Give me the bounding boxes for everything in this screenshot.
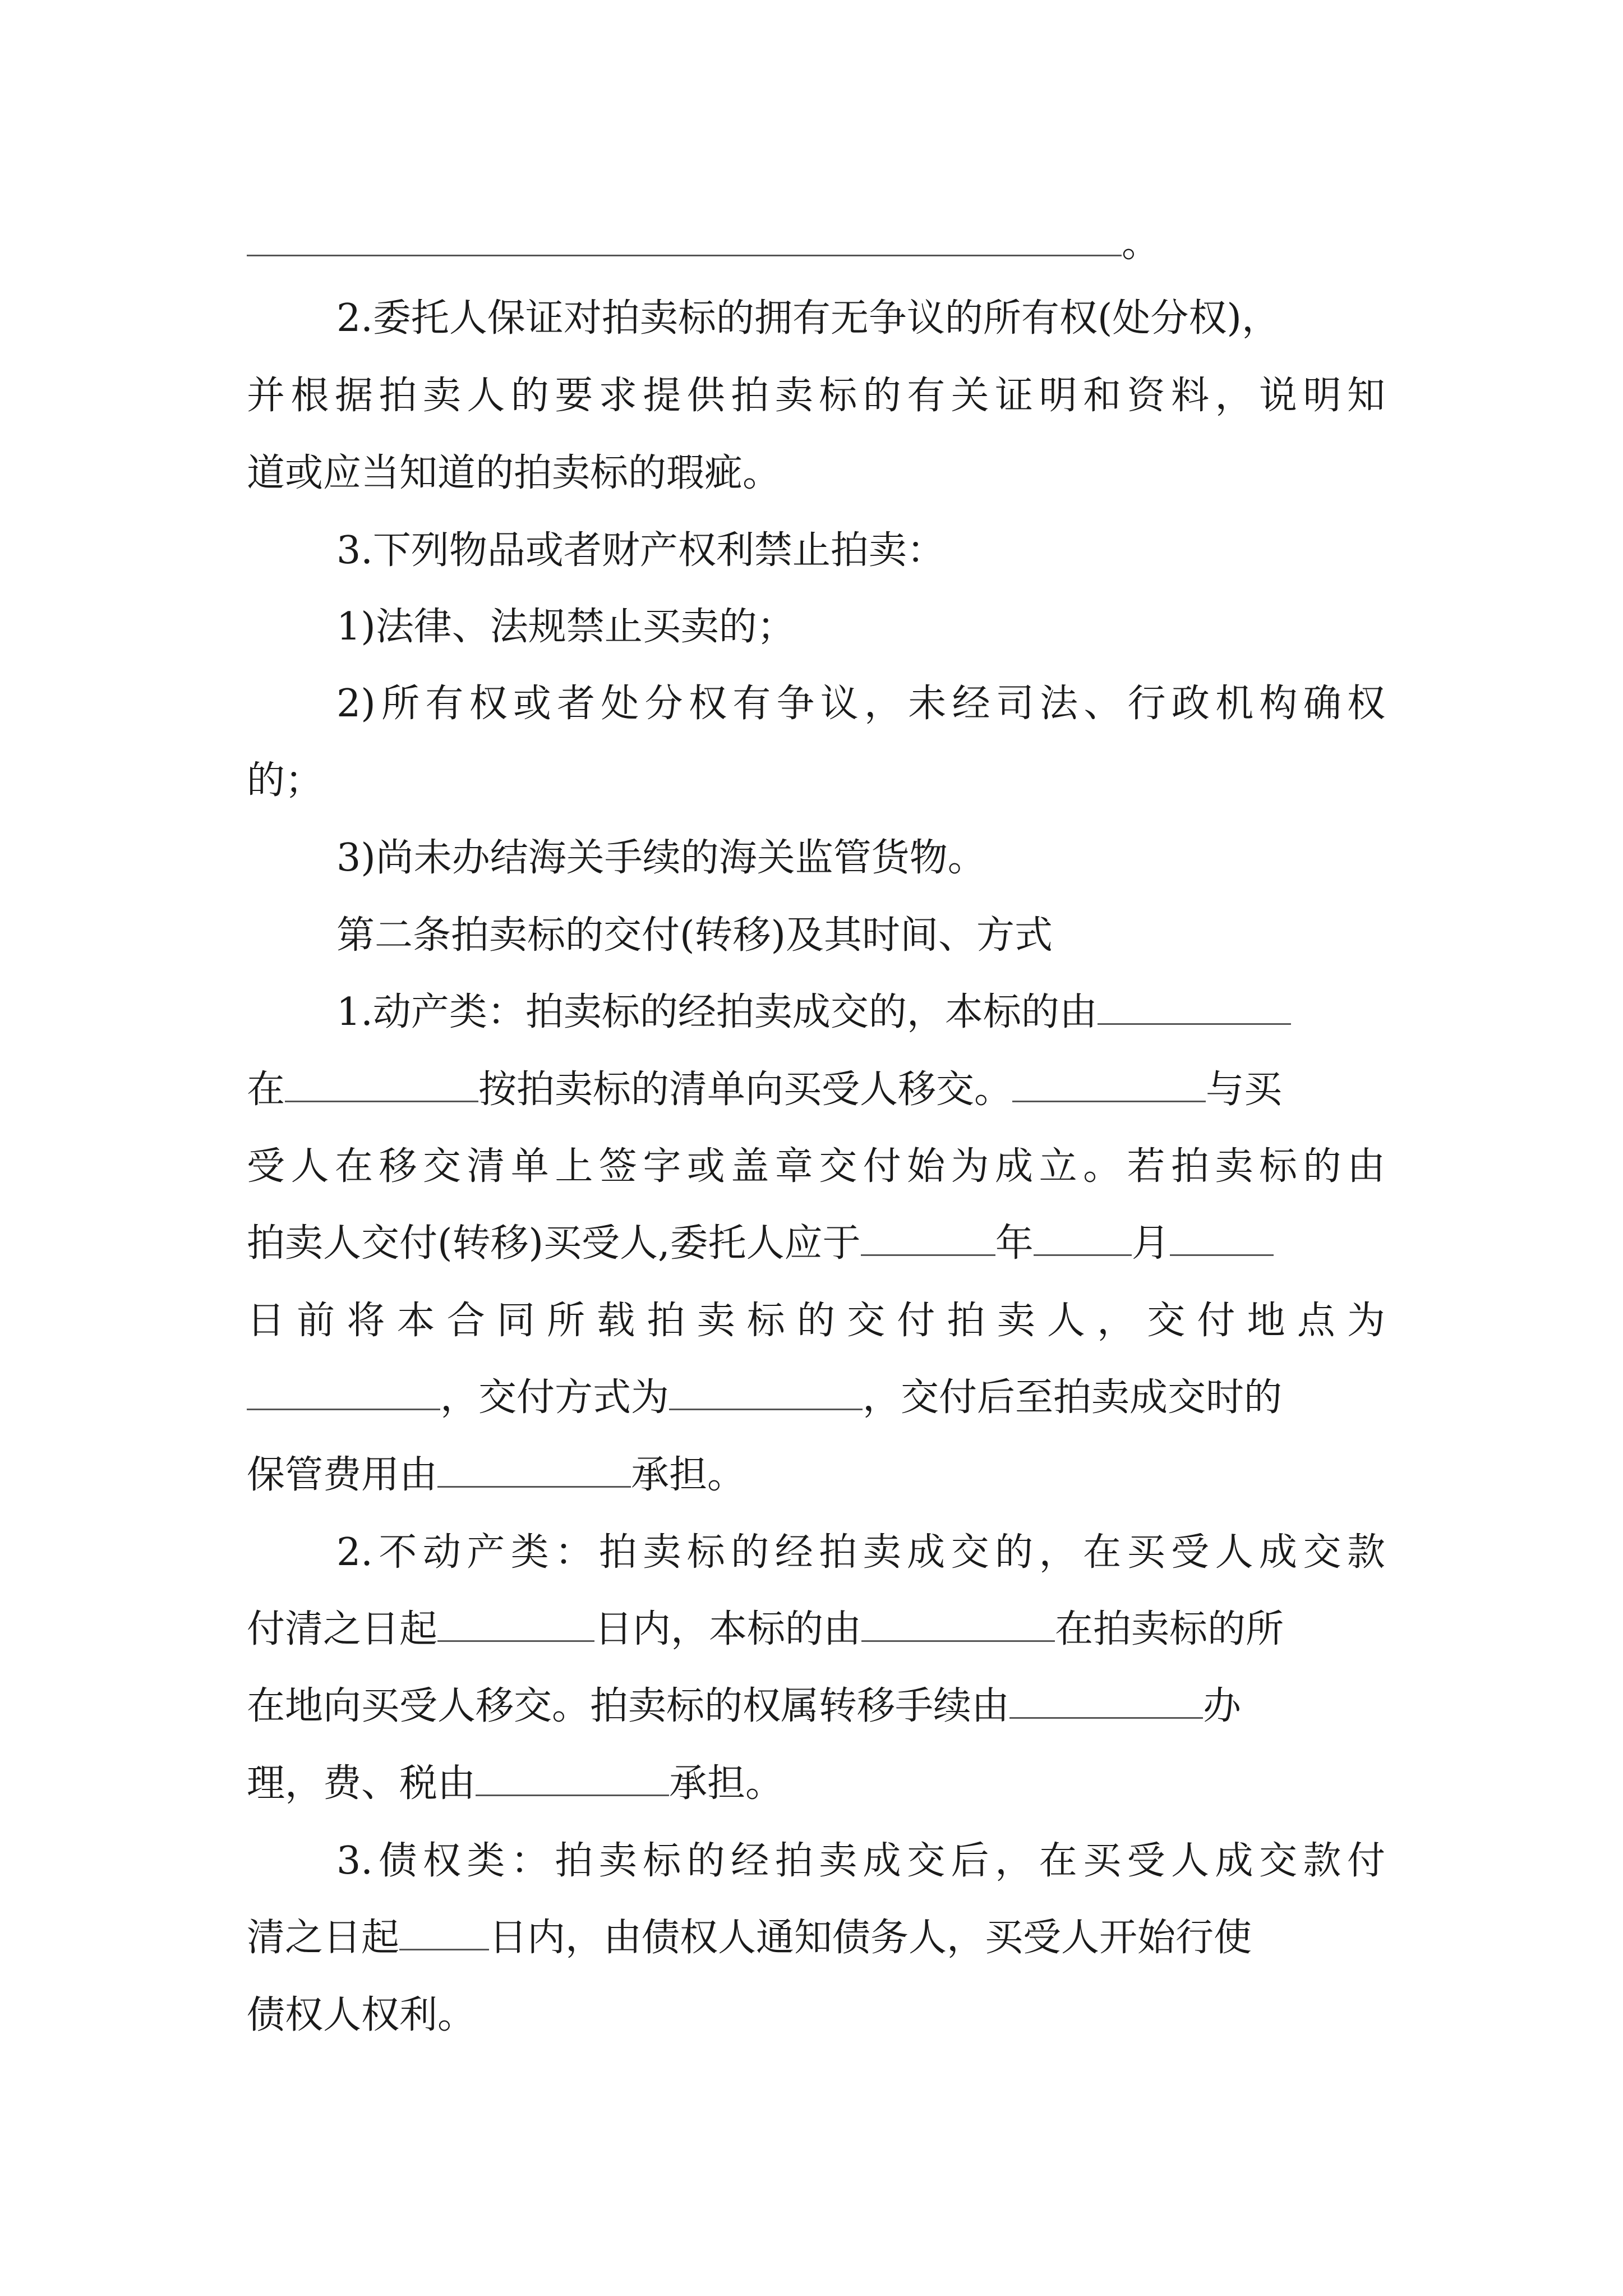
article-2-title: 第二条拍卖标的交付(转移)及其时间、方式 [336,913,1053,958]
fill-in-blank[interactable] [1012,1068,1206,1102]
fill-in-blank[interactable] [399,1916,489,1950]
movable-line-7: 保管费用由 承担。 [247,1453,746,1497]
prohibited-item-1: 1)法律、法规禁止买卖的； [336,605,795,649]
immovable-line-1: 2.不动产类：拍卖标的经拍卖成交的，在买受人成交款 [336,1530,1385,1575]
fill-in-blank[interactable] [247,222,1122,256]
prohibited-item-3: 3)尚未办结海关手续的海关监管货物。 [336,836,986,880]
prohibited-item-2-line-2: 的； [247,758,324,803]
movable-line-3: 受人在移交清单上签字或盖章交付始为成立。若拍卖标的由 [247,1144,1385,1189]
fill-in-blank[interactable] [437,1453,631,1488]
fill-in-blank[interactable] [1170,1222,1274,1256]
clause-2-line-3: 道或应当知道的拍卖标的瑕疵。 [247,451,781,495]
fill-in-blank[interactable] [1009,1685,1203,1719]
movable-line-1: 1.动产类：拍卖标的经拍卖成交的，本标的由 [336,984,1385,1041]
clause-2-line-1: 2.委托人保证对拍卖标的拥有无争议的所有权(处分权)， [336,296,1280,341]
fill-in-blank[interactable] [476,1762,669,1796]
movable-line-4: 拍卖人交付(转移)买受人,委托人应于 年 月 [247,1216,1385,1272]
punctuation: 。 [1122,222,1160,266]
movable-line-2: 在 按拍卖标的清单向买受人移交。 与买 [247,1068,1283,1112]
movable-line-5: 日前将本合同所载拍卖标的交付拍卖人，交付地点为 [247,1299,1385,1343]
fill-in-blank[interactable] [861,1222,995,1256]
immovable-line-2: 付清之日起 日内，本标的由 在拍卖标的所 [247,1607,1284,1651]
fill-in-blank[interactable] [1034,1222,1132,1256]
fill-in-blank[interactable] [669,1376,863,1410]
clause-3: 3.下列物品或者财产权利禁止拍卖： [336,528,945,573]
fill-in-blank[interactable] [247,1376,440,1410]
clause-2-line-2: 并根据拍卖人的要求提供拍卖标的有关证明和资料，说明知 [247,374,1385,418]
fill-in-blank[interactable] [1098,991,1291,1025]
debt-line-1: 3.债权类：拍卖标的经拍卖成交后，在买受人成交款付 [336,1839,1385,1883]
top-blank-line [247,216,1385,272]
immovable-line-4: 理，费、税由 承担。 [247,1761,784,1806]
debt-line-2: 清之日起 日内，由债权人通知债务人，买受人开始行使 [247,1916,1252,1960]
immovable-line-3: 在地向买受人移交。拍卖标的权属转移手续由 办 [247,1684,1242,1728]
debt-line-3: 债权人权利。 [247,1993,476,2037]
prohibited-item-2-line-1: 2)所有权或者处分权有争议，未经司法、行政机构确权 [336,682,1385,726]
movable-line-6: ，交付方式为 ，交付后至拍卖成交时的 [247,1370,1385,1426]
fill-in-blank[interactable] [285,1068,478,1102]
fill-in-blank[interactable] [437,1608,594,1642]
fill-in-blank[interactable] [861,1608,1055,1642]
